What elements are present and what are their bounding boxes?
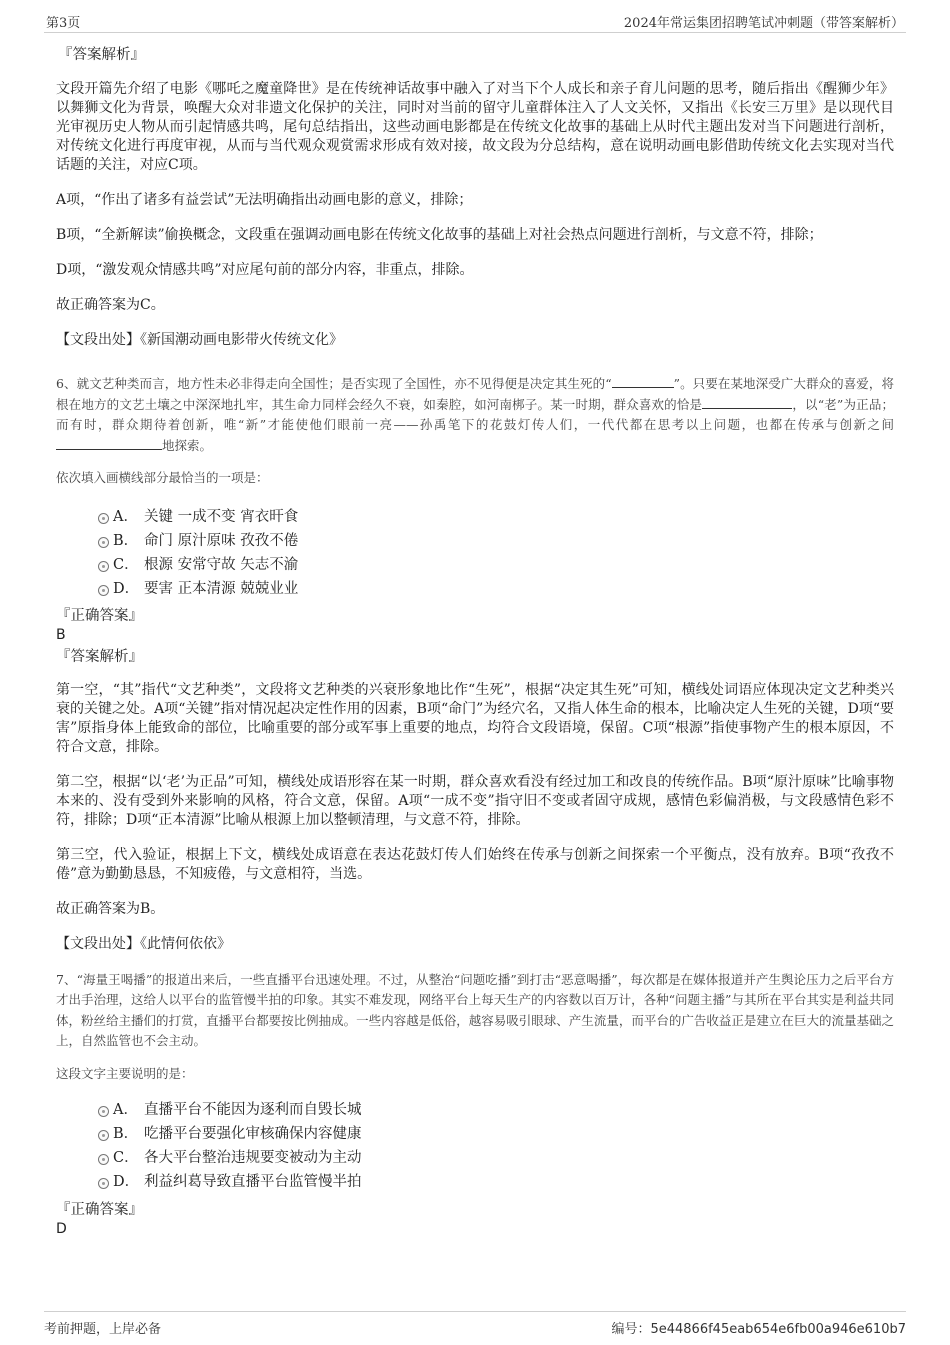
radio-icon[interactable] [98,1106,109,1117]
q6-answer-label: 『正确答案』 [56,607,143,624]
radio-icon[interactable] [98,561,109,572]
q6-option-c[interactable] [56,553,894,577]
q7-prompt: 这段文字主要说明的是： [56,1065,194,1081]
q6-option-a-key: A． [113,508,138,525]
q5-option-a-analysis: A项，“作出了诸多有益尝试”无法明确指出动画电影的意义，排除； [56,192,473,208]
q6-prompt: 依次填入画横线部分最恰当的一项是： [56,470,269,485]
q6-analysis-blank-3: 第三空，代入验证，根据上下文，横线处成语意在表达花鼓灯传人们始终在传承与创新之间探索一个平衡点，没有放弃。B项“孜孜不倦”意为勤勤恳恳，不知疲倦，与文意相符，当选。 [56,846,894,882]
q6-option-d-key: D． [113,580,140,597]
q6-stem-part-3: ，以“老”为正品；而有时，群众期待着创新，唯“新”才能使他们眼前一亮——孙禹笔下的花鼓灯传人们，一代代都在思考以上问题，也都在传承与创新之间 [56,396,894,432]
q6-option-b-text: 命门 原汁原味 孜孜不倦 [144,532,299,549]
q6-answer: B [56,626,66,643]
q7-option-c[interactable] [56,1146,894,1170]
q6-option-a[interactable] [56,505,894,529]
q6-stem-part-1: 6、就文艺种类而言，地方性未必非得走向全国性；是否实现了全国性，亦不见得便是决定其生死的“ [56,376,612,391]
q6-stem-part-4: 地探索。 [162,437,213,453]
q6-blank-1 [612,375,674,388]
q7-option-d-text: 利益纠葛导致直播平台监管慢半拍 [144,1174,362,1190]
page-number: 第3页 [46,16,81,31]
q7-option-d[interactable] [56,1170,894,1194]
q6-conclusion: 故正确答案为B。 [56,900,165,917]
radio-icon[interactable] [98,1154,109,1165]
q5-option-b-analysis: B项，“全新解读”偷换概念，文段重在强调动画电影在传统文化故事的基础上对社会热点问题进行剖析，与文意不符，排除； [56,227,823,243]
footer-code-label: 编号： [611,1322,651,1337]
q7-option-c-key: C． [113,1150,139,1166]
q6-option-b[interactable] [56,529,894,553]
q6-source: 【文段出处】《此情何依依》 [56,935,231,952]
radio-icon[interactable] [98,1130,109,1141]
q6-option-d-text: 要害 正本清源 兢兢业业 [144,580,299,597]
q6-option-a-text: 关键 一成不变 宵衣旰食 [144,508,299,525]
q6-option-d[interactable] [56,577,894,601]
q7-option-a[interactable] [56,1098,894,1122]
q7-option-c-text: 各大平台整治违规要变被动为主动 [144,1150,362,1166]
radio-icon[interactable] [98,513,109,524]
footer-code [611,1318,906,1337]
q6-analysis-label: 『答案解析』 [56,648,143,665]
q5-analysis: 文段开篇先介绍了电影《哪吒之魔童降世》是在传统神话故事中融入了对当下个人成长和亲子育儿问题的思考，随后指出《醒狮少年》以舞狮文化为背景，唤醒大众对非遗文化保护的关注，同时对当前的留守儿童群体注入了人文关怀，又指出《长安三万里》是以现代目光审视历史人物从而引起情感共鸣，尾句总结指出，这些动画电影都是在传统文化故事的基础上从时代主题出发对当下问题进行剖析，对传统文化进行再度审视，从而与当代观众观赏需求形成有效对接，故文段为分总结构，意在说明动画电影借助传统文化去实现对当代话题的关注，对应C项。 [56,81,894,173]
q7-option-b-key: B． [113,1126,139,1142]
radio-icon[interactable] [98,585,109,596]
q6-blank-2 [702,396,792,409]
q6-option-c-text: 根源 安常守故 矢志不渝 [144,556,299,573]
q7-option-a-text: 直播平台不能因为逐利而自毁长城 [144,1102,362,1118]
q7-options [56,1098,894,1194]
document-title: 2024年常运集团招聘笔试冲刺题（带答案解析） [623,16,904,31]
q6-options [56,505,894,601]
q7-option-d-key: D． [113,1174,140,1190]
q7-stem: 7、“海量王喝播”的报道出来后，一些直播平台迅速处理。不过，从整治“问题吃播”到打击“恶意喝播”，每次都是在媒体报道并产生舆论压力之后平台方才出手治理，这给人以平台的监管慢半拍的印象。其实不难发现，网络平台上每天生产的内容数以百万计，各种“问题主播”与其所在平台其实是利益共同体，粉丝给主播们的打赏，直播平台都要按比例抽成。一些内容越是低俗，越容易吸引眼球、产生流量，而平台的广告收益正是建立在巨大的流量基础之上，自然监管也不会主动。 [56,971,894,1048]
q6-blank-3 [56,437,162,450]
q7-answer: D [56,1221,67,1237]
q6-stem-part-2: ”。只要在某地深受广大群众的喜爱，将根在地方的文艺土壤之中深深地扎牢，其生命力同样会经久不衰，如秦腔，如河南梆子。某一时期，群众喜欢的恰是 [56,376,894,412]
footer-slogan: 考前押题，上岸必备 [44,1322,162,1337]
q7-option-b[interactable] [56,1122,894,1146]
page-content [56,46,894,1239]
q7-option-a-key: A． [113,1102,138,1118]
radio-icon[interactable] [98,1178,109,1189]
footer-code-value: 5e44866f45eab654e6fb00a946e610b7 [650,1322,906,1337]
q7-answer-label: 『正确答案』 [56,1202,143,1218]
q6-option-c-key: C． [113,556,139,573]
radio-icon[interactable] [98,537,109,548]
q7-option-b-text: 吃播平台要强化审核确保内容健康 [144,1126,362,1142]
q6-analysis-blank-2: 第二空，根据“以‘老’为正品”可知，横线处成语形容在某一时期，群众喜欢看没有经过加工和改良的传统作品。B项“原汁原味”比喻事物本来的、没有受到外来影响的风格，符合文意，保留。A项“一成不变”指守旧不变或者固守成规，感情色彩偏消极，与文段感情色彩不符，排除；D项“正本清源”比喻从根源上加以整顿清理，与文意不符，排除。 [56,773,894,828]
q6-analysis-blank-1: 第一空，“其”指代“文艺种类”，文段将文艺种类的兴衰形象地比作“生死”，根据“决定其生死”可知，横线处词语应体现决定文艺种类兴衰的关键之处。A项“关键”指对情况起决定性作用的因素，B项“命门”为经穴名，又指人体生命的根本，比喻决定人生死的关键，D项“要害”原指身体上能致命的部位，比喻重要的部分或军事上重要的地点，均符合文段语境，保留。C项“根源”指使事物产生的根本原因，不符合文意，排除。 [56,681,894,755]
q6-stem [56,374,894,456]
q5-analysis-label: 『答案解析』 [58,47,145,63]
q5-option-d-analysis: D项，“激发观众情感共鸣”对应尾句前的部分内容，非重点，排除。 [56,262,474,278]
q6-option-b-key: B． [113,532,139,549]
q5-conclusion: 故正确答案为C。 [56,297,165,313]
page-header [44,8,906,33]
q5-source: 【文段出处】《新国潮动画电影带火传统文化》 [56,332,343,348]
page-footer [44,1311,906,1336]
